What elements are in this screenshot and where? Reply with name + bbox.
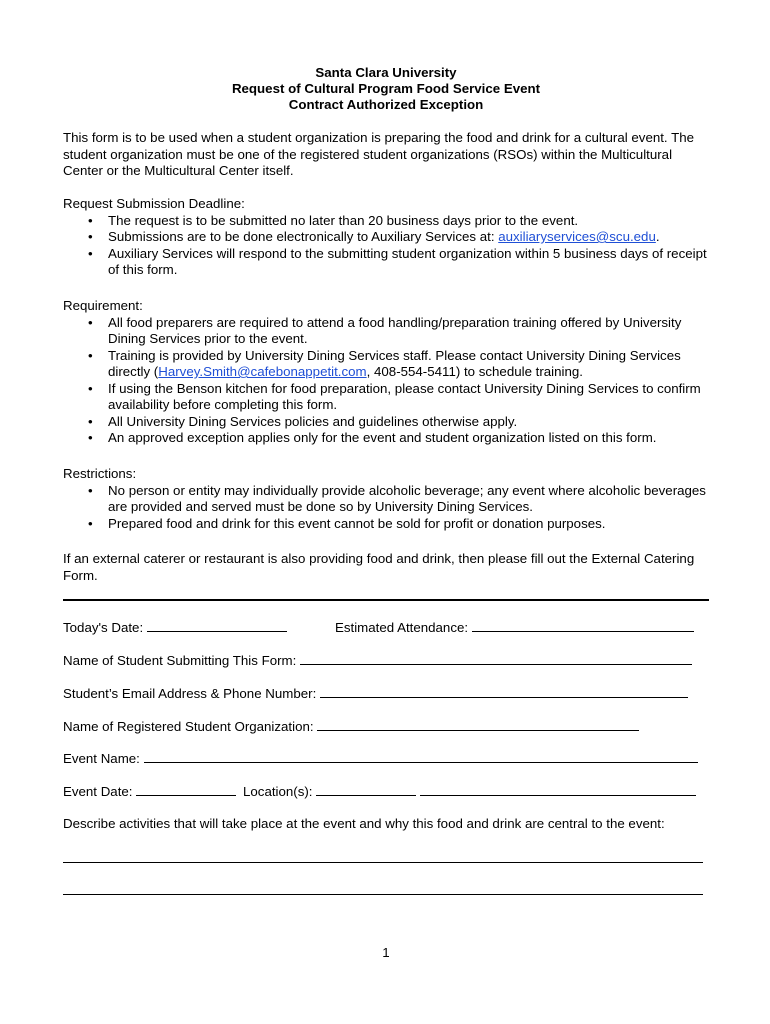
list-item: • Prepared food and drink for this event cannot be sold for profit or donation purposes. xyxy=(88,515,606,531)
email-phone-label: Student’s Email Address & Phone Number: xyxy=(63,686,317,701)
list-item: • An approved exception applies only for the event and student organization listed on this form. xyxy=(88,430,657,445)
requirement-title: Requirement: xyxy=(63,298,143,313)
list-item: • Auxiliary Services will respond to the submitting student organization within 5 business days of receipt of this form. xyxy=(88,245,707,277)
header-university: Santa Clara University xyxy=(315,65,457,80)
list-item: • All food preparers are required to attend a food handling/preparation training offered by University Dining Services prior to the event. xyxy=(88,314,682,346)
email-phone-blank[interactable] xyxy=(320,685,688,698)
describe-activities-label: Describe activities that will take place at the event and why this food and drink are central to the event: xyxy=(63,816,665,831)
list-item: • The request is to be submitted no later than 20 business days prior to the event. xyxy=(88,212,579,228)
header-form-title: Request of Cultural Program Food Service Event xyxy=(231,81,541,96)
student-name-field[interactable] xyxy=(63,652,692,670)
student-name-blank[interactable] xyxy=(300,652,692,665)
locations-blank-1[interactable] xyxy=(316,783,416,796)
event-name-blank[interactable] xyxy=(144,750,698,763)
requirement-section xyxy=(63,298,709,447)
todays-date-field[interactable] xyxy=(63,619,287,637)
estimated-attendance-label: Estimated Attendance: xyxy=(335,620,469,635)
section-divider xyxy=(63,599,709,601)
student-name-label: Name of Student Submitting This Form: xyxy=(63,653,297,668)
event-name-label: Event Name: xyxy=(63,751,140,766)
email-phone-field[interactable] xyxy=(63,685,688,703)
event-date-label: Event Date: xyxy=(63,784,133,799)
restrictions-title: Restrictions: xyxy=(63,466,137,481)
event-date-field[interactable] xyxy=(63,783,236,801)
estimated-attendance-blank[interactable] xyxy=(472,619,694,632)
list-item: • All University Dining Services policies and guidelines otherwise apply. xyxy=(88,413,518,429)
describe-activities-line-1[interactable] xyxy=(63,862,703,863)
todays-date-blank[interactable] xyxy=(147,619,287,632)
event-name-field[interactable] xyxy=(63,750,698,768)
event-date-blank[interactable] xyxy=(136,783,236,796)
list-item: • Training is provided by University Dining Services staff. Please contact University Dining Services directly (Harvey.Smith@cafebonappetit.com, 408-554-5411) to schedule training. xyxy=(88,347,681,379)
organization-name-label: Name of Registered Student Organization: xyxy=(63,719,314,734)
locations-field[interactable] xyxy=(243,783,696,801)
locations-label: Location(s): xyxy=(243,784,313,799)
list-item: • No person or entity may individually provide alcoholic beverage; any event where alcoholic beverages are provided and served must be done so by University Dining Services. xyxy=(88,482,706,514)
auxiliary-services-email-link[interactable]: auxiliaryservices@scu.edu xyxy=(498,229,656,244)
describe-activities-line-2[interactable] xyxy=(63,894,703,895)
document-header xyxy=(63,65,709,113)
header-form-subtitle: Contract Authorized Exception xyxy=(288,97,484,112)
deadline-title: Request Submission Deadline: xyxy=(63,196,245,211)
list-item: • Submissions are to be done electronically to Auxiliary Services at: auxiliaryservices@scu.edu. xyxy=(88,229,660,244)
locations-blank-2[interactable] xyxy=(420,783,696,796)
external-catering-note: If an external caterer or restaurant is also providing food and drink, then please fill out the External Catering Form. xyxy=(63,551,695,583)
estimated-attendance-field[interactable] xyxy=(335,619,694,637)
dining-services-email-link[interactable]: Harvey.Smith@cafebonappetit.com xyxy=(158,364,367,379)
intro-paragraph: This form is to be used when a student organization is preparing the food and drink for a cultural event. The student organization must be one of the registered student organizations (RSOs) within the Multicultural Center or the Multicultural Center itself. xyxy=(63,130,694,178)
list-item: • If using the Benson kitchen for food preparation, please contact University Dining Services to confirm availability before completing this form. xyxy=(88,380,701,412)
deadline-section xyxy=(63,196,709,279)
organization-name-field[interactable] xyxy=(63,718,639,736)
todays-date-label: Today's Date: xyxy=(63,620,144,635)
restrictions-section xyxy=(63,466,709,532)
organization-name-blank[interactable] xyxy=(317,718,639,731)
page-number: 1 xyxy=(382,945,390,960)
